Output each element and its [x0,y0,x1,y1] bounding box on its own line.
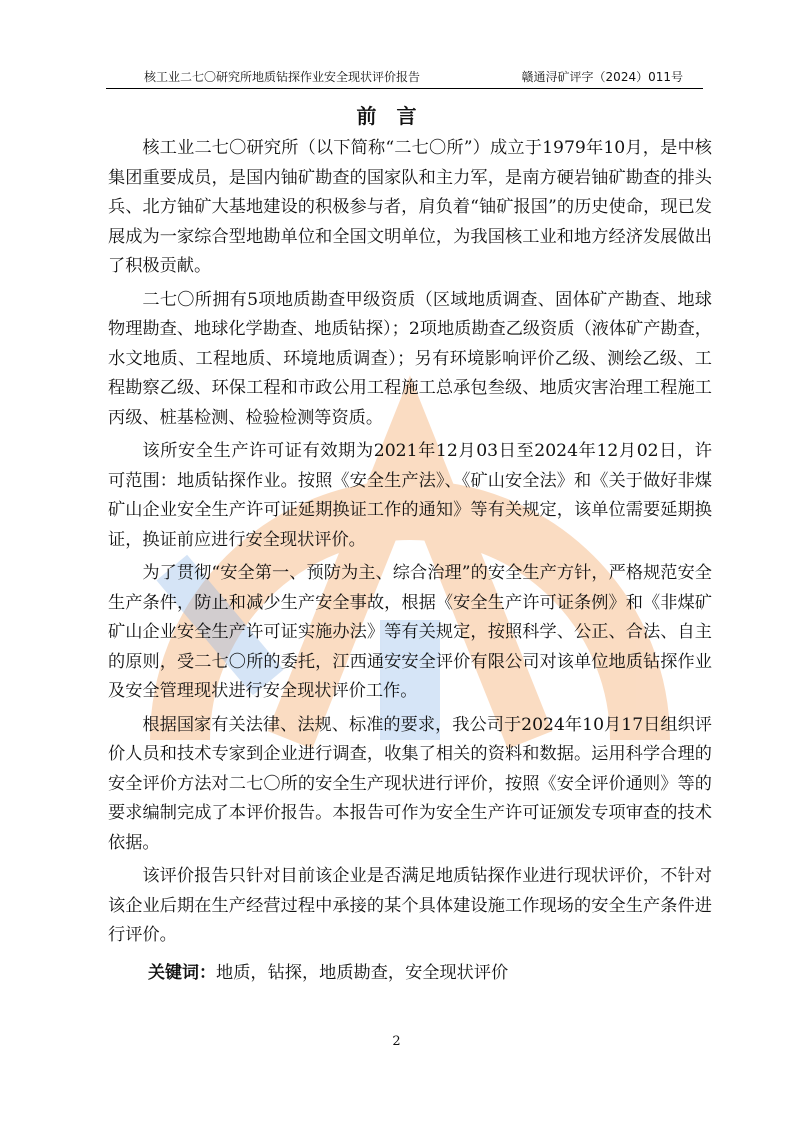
paragraph: 该评价报告只针对目前该企业是否满足地质钻探作业进行现状评价，不针对该企业后期在生产经营过程中承接的某个具体建设施工作现场的安全生产条件进行评价。 [108,866,712,945]
header-report-title: 核工业二七〇研究所地质钻探作业安全现状评价报告 [144,70,421,84]
section-title: 前言 [356,104,437,128]
header-report-number: 赣通浔矿评字（2024）011号 [521,70,683,84]
keywords-label: 关键词： [148,962,216,983]
preface-body [108,134,712,988]
keywords-line [108,959,712,989]
keywords-text: 地质，钻探，地质勘查，安全现状评价 [216,962,509,983]
page-header [106,66,703,89]
paragraph: 根据国家有关法律、法规、标准的要求，我公司于2024年10月17日组织评价人员和技术专家到企业进行调查，收集了相关的资料和数据。运用科学合理的安全评价方法对二七〇所的安全生产现状进行评价，按照《安全评价通则》等的要求编制完成了本评价报告。本报告可作为安全生产许可证颁发专项审查的技术依据。 [108,714,712,853]
paragraph: 核工业二七〇研究所（以下简称“二七〇所”）成立于1979年10月，是中核集团重要成员，是国内铀矿勘查的国家队和主力军，是南方硬岩铀矿勘查的排头兵、北方铀矿大基地建设的积极参与者，肩负着“铀矿报国”的历史使命，现已发展成为一家综合型地勘单位和全国文明单位，为我国核工业和地方经济发展做出了积极贡献。 [108,138,712,276]
paragraph: 二七〇所拥有5项地质勘查甲级资质（区域地质调查、固体矿产勘查、地球物理勘查、地球化学勘查、地质钻探）；2项地质勘查乙级资质（液体矿产勘查，水文地质、工程地质、环境地质调查）；另有环境影响评价乙级、测绘乙级、工程勘察乙级、环保工程和市政公用工程施工总承包叁级、地质灾害治理工程施工丙级、桩基检测、检验检测等资质。 [108,289,712,428]
paragraph: 该所安全生产许可证有效期为2021年12月03日至2024年12月02日，许可范围：地质钻探作业。按照《安全生产法》、《矿山安全法》和《关于做好非煤矿山企业安全生产许可证延期换证工作的通知》等有关规定，该单位需要延期换证，换证前应进行安全现状评价。 [108,441,712,550]
page-number: 2 [392,1034,401,1049]
paragraph: 为了贯彻“安全第一、预防为主、综合治理”的安全生产方针，严格规范安全生产条件，防止和减少生产安全事故，根据《安全生产许可证条例》和《非煤矿矿山企业安全生产许可证实施办法》等有关规定，按照科学、公正、合法、自主的原则，受二七〇所的委托，江西通安安全评价有限公司对该单位地质钻探作业及安全管理现状进行安全现状评价工作。 [108,563,712,701]
